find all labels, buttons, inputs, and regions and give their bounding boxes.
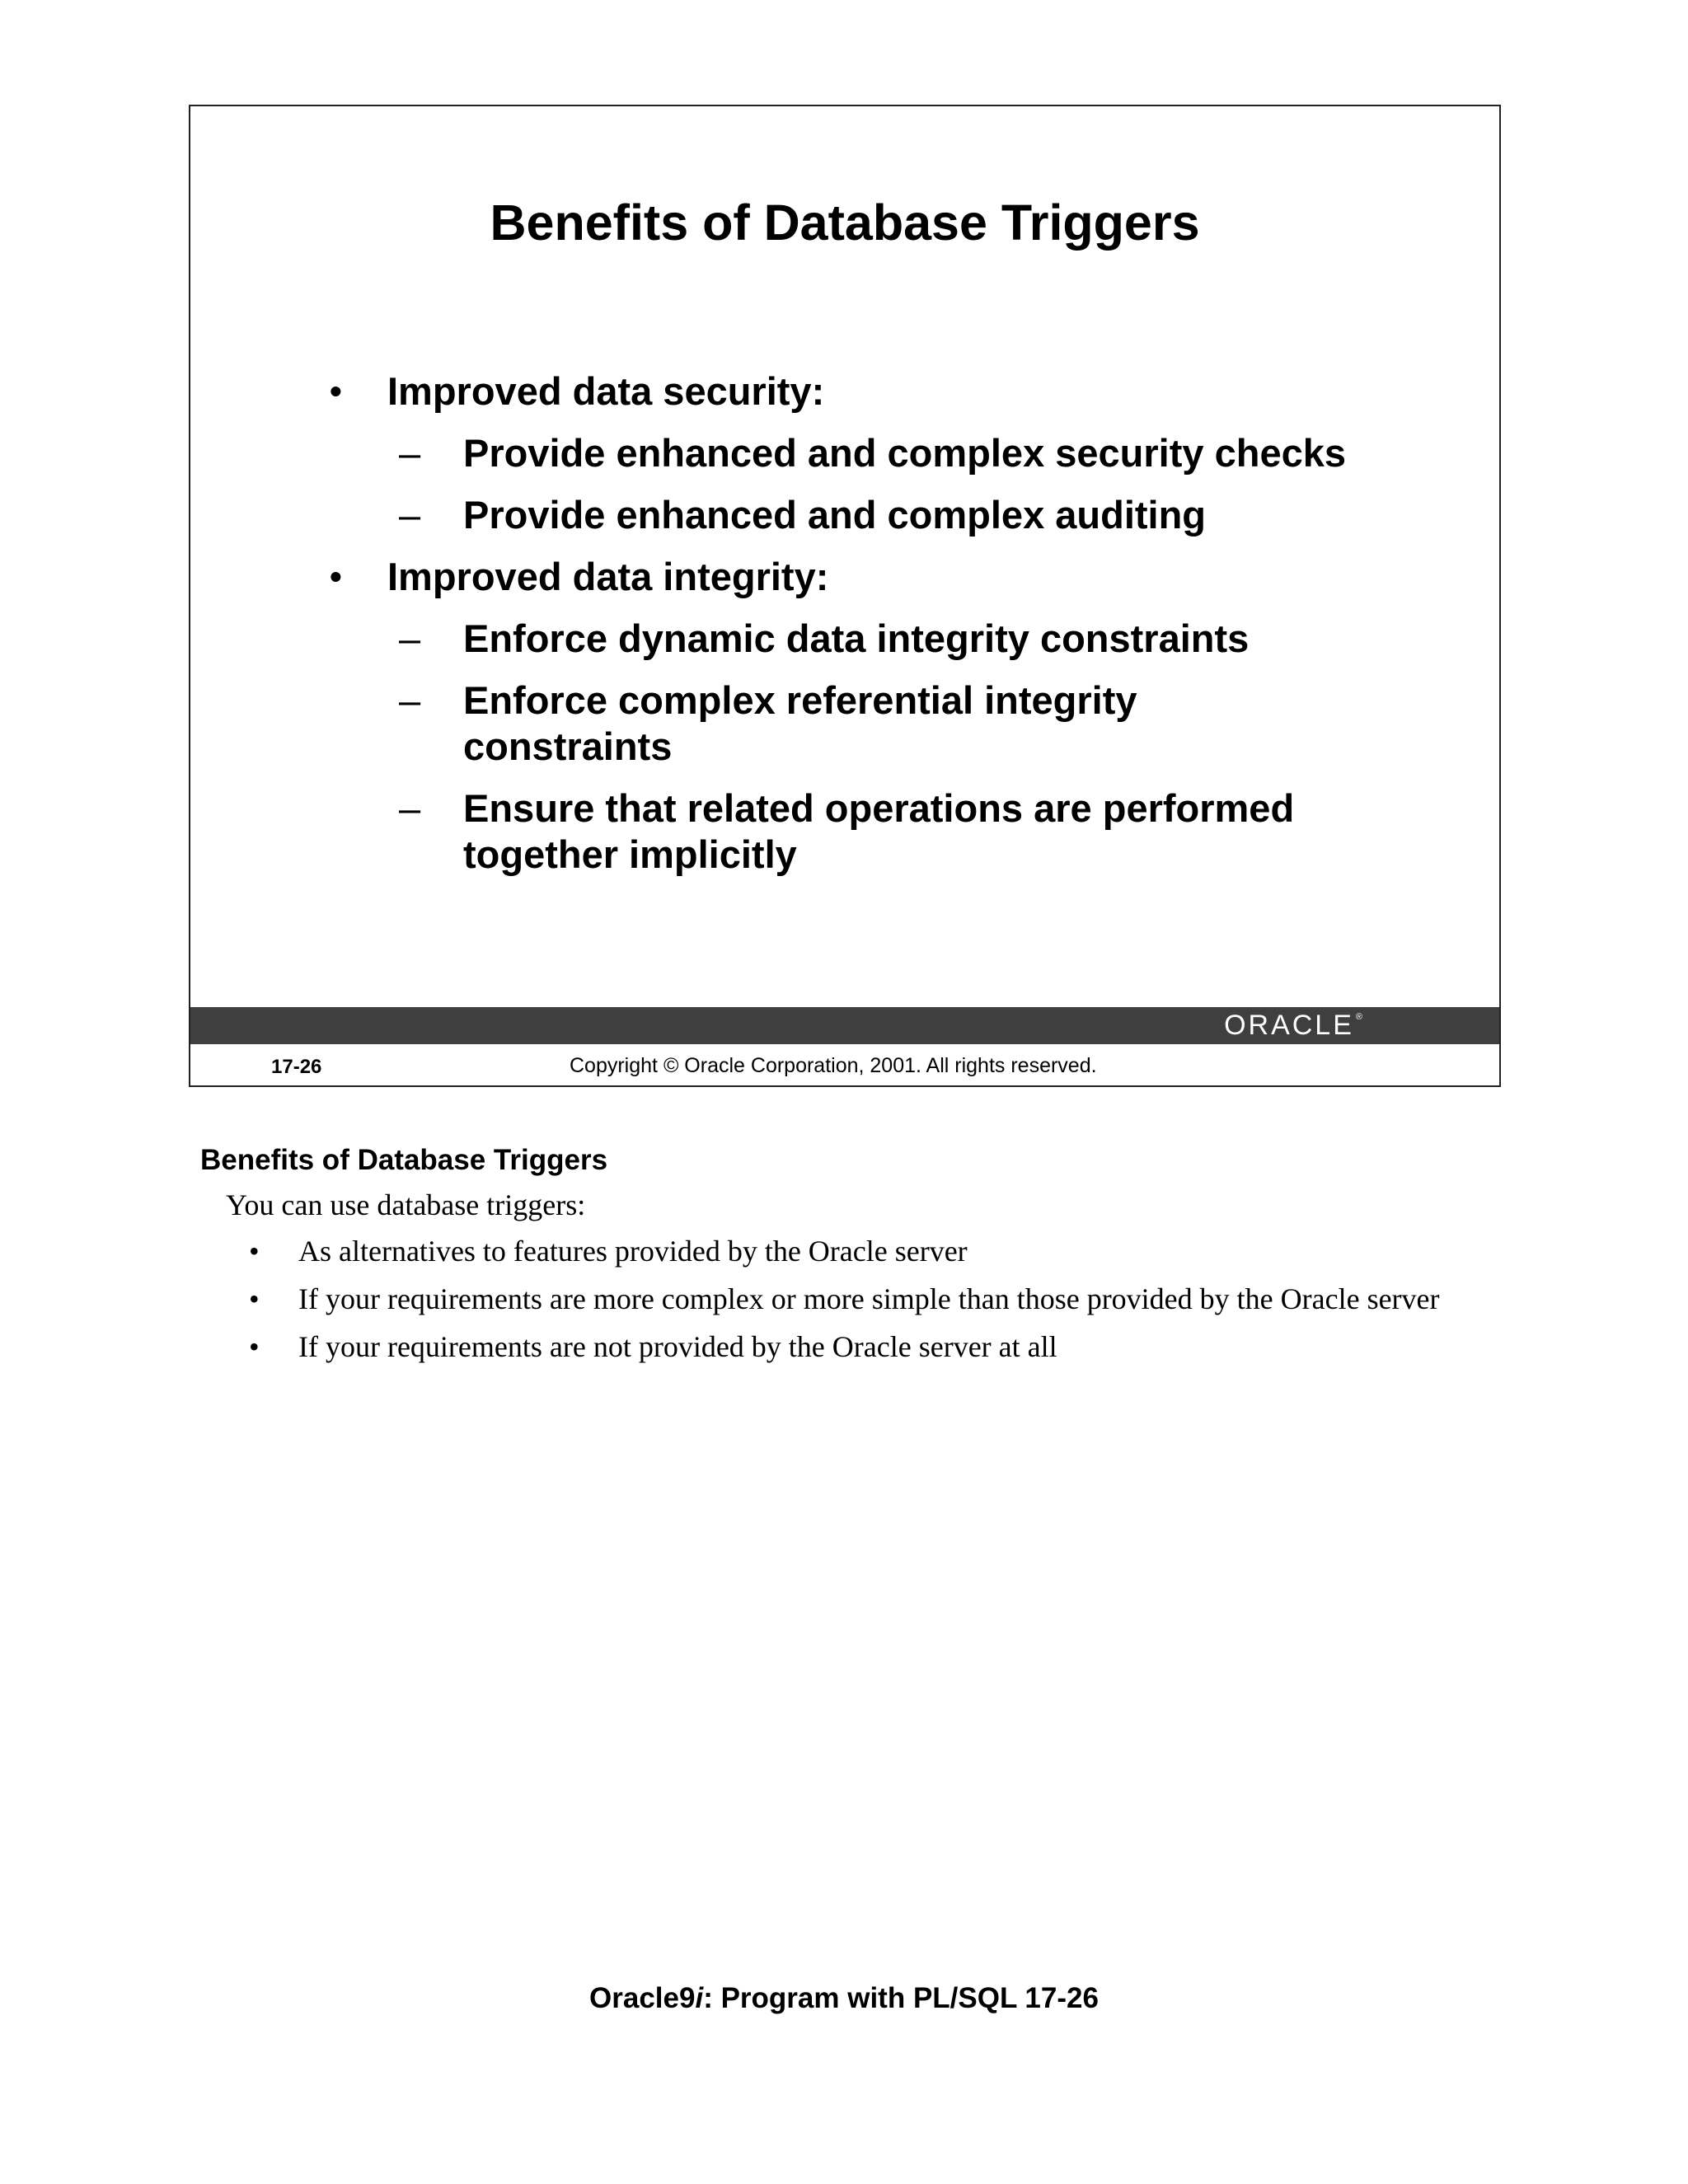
slide-bullet-text: Improved data security: bbox=[387, 369, 825, 413]
slide-number: 17-26 bbox=[271, 1056, 322, 1078]
notes-bullet-list bbox=[0, 1234, 1688, 1377]
slide-sub-bullet bbox=[190, 677, 1501, 770]
footer-product-italic: i bbox=[695, 1982, 704, 2014]
slide-sub-bullet bbox=[190, 616, 1501, 662]
list-item-text: As alternatives to features provided by the Oracle server bbox=[298, 1235, 968, 1268]
bullet-dot-icon: • bbox=[330, 372, 342, 410]
slide-footer-bar bbox=[190, 1007, 1499, 1044]
footer-rest: : Program with PL/SQL 17-26 bbox=[703, 1982, 1099, 2014]
slide-sub-bullet-text: Ensure that related operations are performed together implicitly bbox=[463, 786, 1295, 876]
slide-sub-bullet-text: Enforce dynamic data integrity constraints bbox=[463, 616, 1250, 660]
bullet-dot-icon: • bbox=[330, 557, 342, 596]
slide-sub-bullet-text: Enforce complex referential integrity constraints bbox=[463, 678, 1137, 768]
slide-sub-bullet bbox=[190, 430, 1501, 476]
slide-title: Benefits of Database Triggers bbox=[490, 194, 1200, 251]
bullet-dot-icon: • bbox=[249, 1282, 260, 1315]
list-item bbox=[0, 1234, 1688, 1282]
dash-icon: – bbox=[399, 678, 421, 722]
slide-footer bbox=[190, 1044, 1499, 1087]
list-item-text: If your requirements are more complex or more simple than those provided by the Oracle server bbox=[298, 1282, 1440, 1315]
bullet-dot-icon: • bbox=[249, 1235, 260, 1268]
slide-sub-bullet bbox=[190, 785, 1501, 878]
registered-mark: ® bbox=[1355, 1012, 1362, 1022]
slide-sub-bullet-text: Provide enhanced and complex auditing bbox=[463, 493, 1207, 537]
dash-icon: – bbox=[399, 493, 421, 537]
list-item bbox=[0, 1329, 1688, 1377]
footer-product: Oracle9 bbox=[589, 1982, 696, 2014]
notes-heading: Benefits of Database Triggers bbox=[200, 1144, 608, 1176]
slide-frame bbox=[189, 105, 1501, 1087]
list-item-text: If your requirements are not provided by the Oracle server at all bbox=[298, 1330, 1057, 1363]
oracle-logo-text: ORACLE bbox=[1224, 1010, 1354, 1041]
copyright-text: Copyright © Oracle Corporation, 2001. All rights reserved. bbox=[570, 1054, 1097, 1077]
slide-bullet-text: Improved data integrity: bbox=[387, 555, 829, 598]
bullet-dot-icon: • bbox=[249, 1330, 260, 1363]
slide-sub-bullet-text: Provide enhanced and complex security checks bbox=[463, 431, 1346, 475]
slide-bullet bbox=[190, 554, 1501, 600]
notes-intro: You can use database triggers: bbox=[226, 1188, 586, 1221]
page-footer bbox=[0, 1982, 1688, 2015]
dash-icon: – bbox=[399, 431, 421, 475]
slide-sub-bullet bbox=[190, 492, 1501, 538]
dash-icon: – bbox=[399, 786, 421, 830]
slide-bullet bbox=[190, 368, 1501, 415]
list-item bbox=[0, 1282, 1688, 1329]
slide-bullet-list bbox=[190, 368, 1501, 893]
oracle-logo bbox=[1224, 1010, 1362, 1041]
dash-icon: – bbox=[399, 616, 421, 660]
